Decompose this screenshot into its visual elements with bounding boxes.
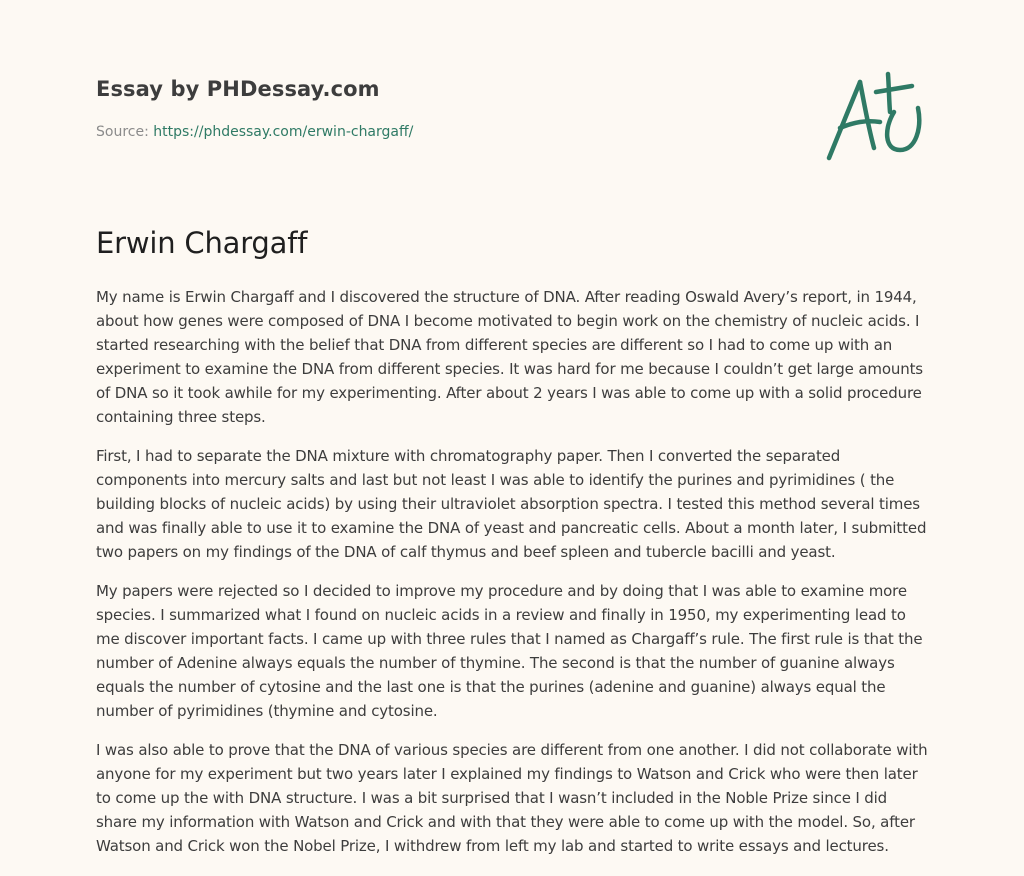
source-line (96, 124, 413, 140)
essay-paragraph: I was also able to prove that the DNA of various species are different from one another. I did not collaborate with anyone for my experiment but two years later I explained my findings to Watson and Crick who were then later to come up the with DNA structure. I was a bit surprised that I wasn’t included in the Noble Prize since I did share my information with Watson and Crick and with that they were able to come up with the model. So, after Watson and Crick won the Nobel Prize, I withdrew from left my lab and started to write essays and lectures. (96, 741, 928, 855)
a-plus-logo-icon (822, 66, 928, 166)
essay-title: Erwin Chargaff (96, 226, 308, 260)
source-link[interactable]: https://phdessay.com/erwin-chargaff/ (153, 124, 414, 140)
essay-paragraph: First, I had to separate the DNA mixture with chromatography paper. Then I converted the separated components into mercury salts and last but not least I was able to identify the purines and pyrimidines ( the building blocks of nucleic acids) by using their ultraviolet absorption spectra. I tested this method several times and was finally able to use it to examine the DNA of yeast and pancreatic cells. About a month later, I submitted two papers on my findings of the DNA of calf thymus and beef spleen and tubercle bacilli and yeast. (96, 447, 927, 561)
site-title: Essay by PHDessay.com (96, 77, 380, 101)
essay-paragraph: My name is Erwin Chargaff and I discovered the structure of DNA. After reading Oswald Avery’s report, in 1944, about how genes were composed of DNA I become motivated to begin work on the chemistry of nucleic acids. I started researching with the belief that DNA from different species are different so I had to come up with an experiment to examine the DNA from different species. It was hard for me because I couldn’t get large amounts of DNA so it took awhile for my experimenting. After about 2 years I was able to come up with a solid procedure containing three steps. (96, 288, 923, 426)
source-label: Source: (96, 124, 149, 140)
essay-body (96, 285, 930, 873)
essay-paragraph: My papers were rejected so I decided to improve my procedure and by doing that I was able to examine more species. I summarized what I found on nucleic acids in a review and finally in 1950, my experimenting lead to me discover important facts. I came up with three rules that I named as Chargaff’s rule. The first rule is that the number of Adenine always equals the number of thymine. The second is that the number of guanine always equals the number of cytosine and the last one is that the purines (adenine and guanine) always equal the number of pyrimidines (thymine and cytosine. (96, 582, 923, 720)
